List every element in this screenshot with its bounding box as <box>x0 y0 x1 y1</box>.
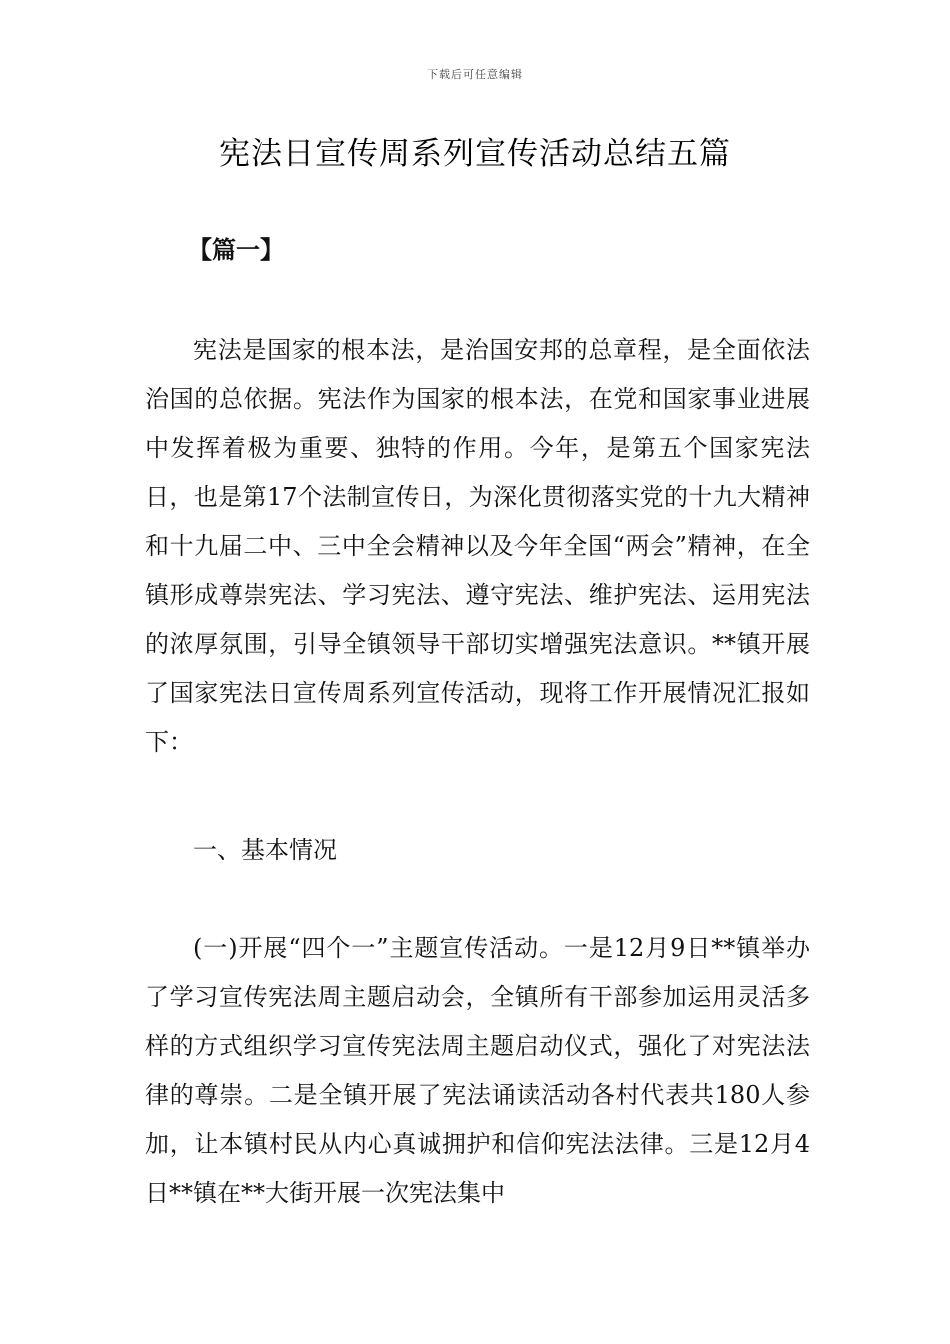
section-label: 【篇一】 <box>188 235 284 264</box>
body-paragraph-2: (一)开展“四个一”主题宣传活动。一是12月9日**镇举办了学习宣传宪法周主题启动会，全镇所有干部参加运用灵活多样的方式组织学习宣传宪法周主题启动仪式，强化了对宪法法律的尊崇。二是全镇开展了宪法诵读活动各村代表共180人参加，让本镇村民从内心真诚拥护和信仰宪法法律。三是12月4日**镇在**大街开展一次宪法集中 <box>145 934 810 1207</box>
page-header-note: 下载后可任意编辑 <box>427 68 523 81</box>
section-heading-basic-situation: 一、基本情况 <box>193 836 337 864</box>
body-paragraph-1: 宪法是国家的根本法，是治国安邦的总章程，是全面依法治国的总依据。宪法作为国家的根本法，在党和国家事业进展中发挥着极为重要、独特的作用。今年，是第五个国家宪法日，也是第17个法制宣传日，为深化贯彻落实党的十九大精神和十九届二中、三中全会精神以及今年全国“两会”精神，在全镇形成尊崇宪法、学习宪法、遵守宪法、维护宪法、运用宪法的浓厚氛围，引导全镇领导干部切实增强宪法意识。**镇开展了国家宪法日宣传周系列宣传活动，现将工作开展情况汇报如下： <box>145 336 810 756</box>
document-title: 宪法日宣传周系列宣传活动总结五篇 <box>219 136 731 172</box>
